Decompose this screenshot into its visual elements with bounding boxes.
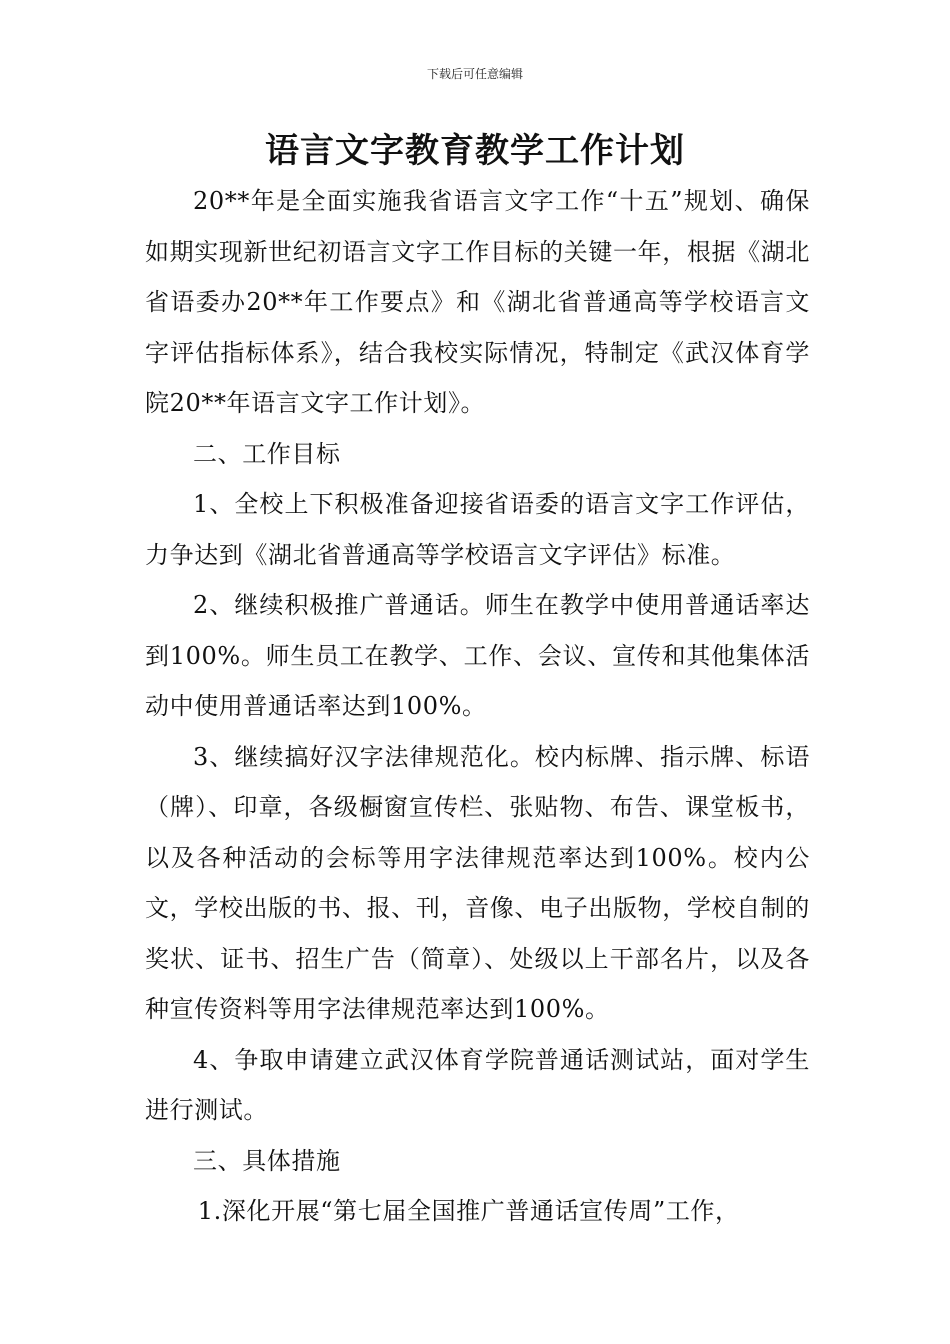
goal-item-3: 3、继续搞好汉字法律规范化。校内标牌、指示牌、标语（牌）、印章，各级橱窗宣传栏、张贴物、布告、课堂板书，以及各种活动的会标等用字法律规范率达到100%。校内公文，学校出版的书、报、刊，音像、电子出版物，学校自制的奖状、证书、招生广告（简章）、处级以上干部名片，以及各种宣传资料等用字法律规范率达到100%。 [145, 742, 810, 1023]
page-header-note: 下载后可任意编辑 [426, 67, 523, 81]
measure-item-1: 1.深化开展“第七届全国推广普通话宣传周”工作， [197, 1197, 740, 1225]
goal-item-2: 2、继续积极推广普通话。师生在教学中使用普通话率达到100%。师生员工在教学、工作、会议、宣传和其他集体活动中使用普通话率达到100%。 [145, 591, 810, 720]
goal-item-4: 4、争取申请建立武汉体育学院普通话测试站，面对学生进行测试。 [145, 1045, 810, 1124]
goal-item-1: 1、全校上下积极准备迎接省语委的语言文字工作评估，力争达到《湖北省普通高等学校语言文字评估》标准。 [145, 490, 810, 569]
intro-paragraph: 20**年是全面实施我省语言文字工作“十五”规划、确保如期实现新世纪初语言文字工作目标的关键一年，根据《湖北省语委办20**年工作要点》和《湖北省普通高等学校语言文字评估指标体系》，结合我校实际情况，特制定《武汉体育学院20**年语言文字工作计划》。 [145, 187, 810, 417]
section-heading-measures: 三、具体措施 [193, 1146, 341, 1175]
document-body [145, 176, 810, 1237]
document-title: 语言文字教育教学工作计划 [265, 131, 685, 171]
section-heading-goals: 二、工作目标 [193, 439, 341, 468]
